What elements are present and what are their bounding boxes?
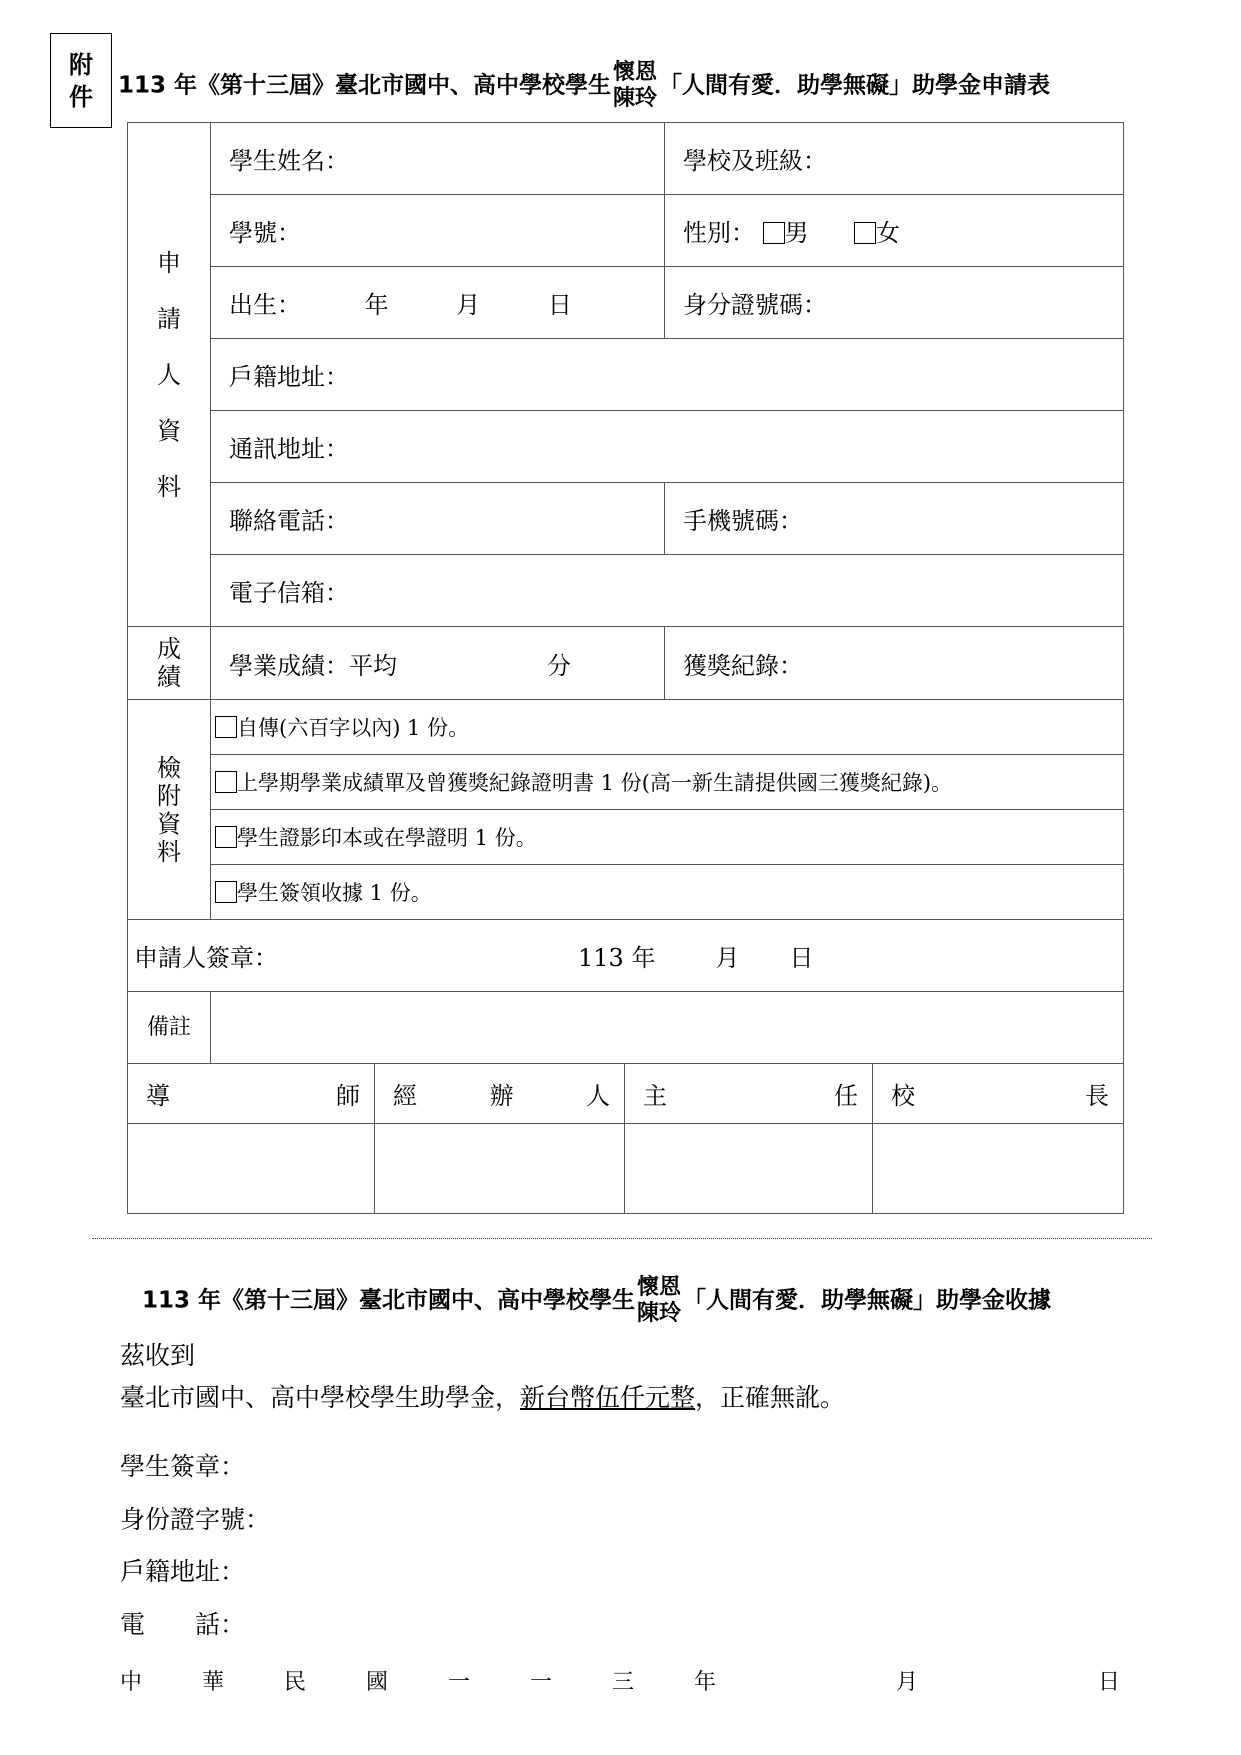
female-checkbox[interactable] (854, 222, 876, 244)
receipt-title-suffix: 「人間有愛．助學無礙」助學金收據 (683, 1287, 1052, 1314)
remarks-field[interactable] (211, 992, 1124, 1064)
receipt-stack-top: 懷恩 (637, 1275, 682, 1300)
score-unit: 分 (547, 651, 571, 680)
registered-address-field[interactable]: 戶籍地址： (211, 339, 1124, 411)
awards-field[interactable]: 獲獎紀錄： (665, 627, 1124, 700)
approval-teacher-sign[interactable] (128, 1124, 375, 1214)
application-table (127, 122, 1124, 1214)
signature-month: 月 (715, 944, 740, 972)
attachments-section-label: 檢 附 資 料 (128, 700, 211, 920)
title-name-stack (613, 60, 657, 112)
approval-handler-header: 經 辦 人 (375, 1064, 625, 1124)
student-name-field[interactable]: 學生姓名： (211, 123, 665, 195)
attachment-checkbox[interactable] (215, 826, 237, 848)
grades-section-label: 成 績 (128, 627, 211, 700)
attachment-item: 學生簽領收據 1 份。 (211, 865, 1124, 920)
birth-month-label: 月 (456, 291, 481, 319)
id-number-field[interactable]: 身分證號碼： (665, 267, 1124, 339)
approval-director-sign[interactable] (625, 1124, 873, 1214)
approval-director-header: 主 任 (625, 1064, 873, 1124)
signature-year: 113 年 (578, 944, 656, 972)
gender-label: 性別： (683, 219, 755, 247)
birth-year-label: 年 (364, 291, 389, 319)
birth-field[interactable] (211, 267, 665, 339)
attachment-checkbox[interactable] (215, 771, 237, 793)
school-class-field[interactable]: 學校及班級： (665, 123, 1124, 195)
title-prefix: 113 年《第十三屆》臺北市國中、高中學校學生 (118, 72, 612, 99)
form-title (118, 60, 1050, 112)
score-label: 學業成績：平均 (229, 651, 397, 680)
student-id-field[interactable]: 學號： (211, 195, 665, 267)
receipt-name-stack (637, 1275, 681, 1327)
approval-teacher-header: 導 師 (128, 1064, 375, 1124)
receipt-title-prefix: 113 年《第十三屆》臺北市國中、高中學校學生 (142, 1287, 636, 1314)
receipt-amount: 新台幣伍仟元整 (520, 1383, 696, 1412)
approval-principal-header: 校 長 (873, 1064, 1124, 1124)
birth-day-label: 日 (547, 291, 572, 319)
attachment-checkbox[interactable] (215, 716, 237, 738)
remarks-label: 備註 (128, 992, 211, 1064)
mailing-address-field[interactable]: 通訊地址： (211, 411, 1124, 483)
receipt-stack-bottom: 陳玲 (637, 1301, 682, 1326)
attachment-checkbox[interactable] (215, 881, 237, 903)
attachment-item: 自傳(六百字以內) 1 份。 (211, 700, 1124, 755)
title-suffix: 「人間有愛．助學無礙」助學金申請表 (659, 72, 1051, 99)
score-field[interactable] (211, 627, 665, 700)
signature-day: 日 (789, 944, 814, 972)
receipt-id-number[interactable]: 身份證字號： (120, 1505, 271, 1534)
male-checkbox[interactable] (763, 222, 785, 244)
attachment-item: 學生證影印本或在學證明 1 份。 (211, 810, 1124, 865)
title-stack-bottom: 陳玲 (613, 86, 658, 111)
email-field[interactable]: 電子信箱： (211, 555, 1124, 627)
signature-label: 申請人簽章： (134, 944, 278, 972)
receipt-address[interactable]: 戶籍地址： (120, 1557, 246, 1586)
receipt-date: 中 華 民 國 一 一 三 年 月 日 (120, 1670, 1120, 1695)
receipt-phone[interactable]: 電 話： (120, 1610, 246, 1639)
phone-field[interactable]: 聯絡電話： (211, 483, 665, 555)
attachment-label-char: 附 (69, 50, 93, 79)
attachment-label-box (50, 33, 112, 128)
applicant-section-label: 申 請 人 資 料 (128, 123, 211, 627)
female-label: 女 (875, 219, 900, 247)
cut-line (92, 1238, 1152, 1239)
male-label: 男 (784, 219, 809, 247)
receipt-title (142, 1275, 1051, 1327)
mobile-field[interactable]: 手機號碼： (665, 483, 1124, 555)
approval-principal-sign[interactable] (873, 1124, 1124, 1214)
receipt-body: 臺北市國中、高中學校學生助學金，新台幣伍仟元整，正確無訛。 (120, 1383, 846, 1412)
applicant-signature-row[interactable] (128, 920, 1124, 992)
gender-field (665, 195, 1124, 267)
receipt-received: 茲收到 (120, 1341, 196, 1370)
attachment-item: 上學期學業成績單及曾獲獎紀錄證明書 1 份(高一新生請提供國三獲獎紀錄)。 (211, 755, 1124, 810)
approval-handler-sign[interactable] (375, 1124, 625, 1214)
title-stack-top: 懷恩 (613, 60, 658, 85)
birth-label: 出生： (229, 291, 301, 319)
attachment-label-char: 件 (69, 82, 93, 111)
receipt-student-sign[interactable]: 學生簽章： (120, 1452, 246, 1481)
